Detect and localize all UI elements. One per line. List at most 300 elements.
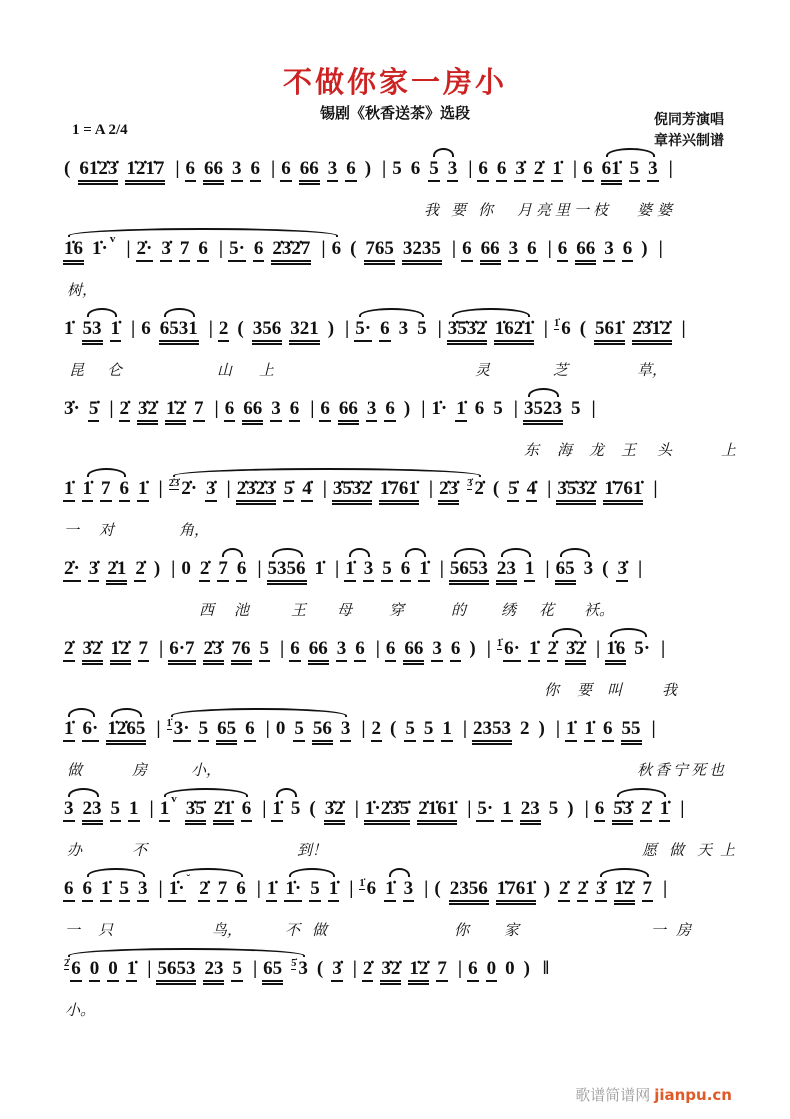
note-token: 2̇1̇61̇ bbox=[418, 798, 457, 819]
barline: | bbox=[147, 958, 152, 979]
note-group bbox=[260, 786, 272, 820]
note-token: 6 bbox=[385, 398, 395, 419]
lyric-word: 房 bbox=[132, 763, 148, 779]
note-token: 5· bbox=[355, 318, 372, 339]
barline: | bbox=[653, 478, 658, 499]
note-token: 6 bbox=[245, 718, 255, 739]
note-group bbox=[571, 386, 602, 420]
note-token: 1̇2̇65 bbox=[107, 718, 146, 739]
barline: | bbox=[252, 958, 258, 979]
note-token: 1̇ bbox=[126, 958, 137, 979]
lyric-word: 一只 bbox=[65, 923, 132, 939]
lyric-word: 不 bbox=[132, 843, 148, 859]
barline: | bbox=[321, 238, 326, 259]
grace-note: 3̇ bbox=[467, 478, 473, 489]
note-token: 1̇ bbox=[659, 798, 670, 819]
note-token: 1̇ bbox=[64, 718, 74, 739]
music-row bbox=[64, 946, 764, 998]
note-token: 2̇3̇1̇2̇ bbox=[632, 318, 671, 339]
note-group bbox=[436, 306, 448, 340]
note-token: 0 bbox=[89, 958, 100, 979]
lyrics-row bbox=[64, 519, 764, 539]
lyric-word: 我要你 bbox=[424, 203, 506, 219]
note-group bbox=[315, 546, 346, 580]
slur-group bbox=[167, 706, 360, 740]
barline: | bbox=[462, 718, 468, 739]
slur-group bbox=[64, 706, 107, 740]
slur-group bbox=[385, 866, 422, 900]
barline: | bbox=[555, 718, 561, 739]
note-token: 5 bbox=[382, 558, 392, 579]
barline: | bbox=[171, 558, 176, 579]
note-group bbox=[64, 146, 429, 180]
note-token: 0 bbox=[181, 558, 191, 579]
note-token: 6 bbox=[320, 398, 330, 419]
note-token: 6·7 bbox=[169, 638, 195, 659]
note-token: 2 bbox=[218, 318, 229, 339]
note-token: 4̇ bbox=[302, 478, 312, 499]
note-group bbox=[154, 706, 166, 740]
note-token: 3 bbox=[327, 158, 338, 179]
note-token: ( bbox=[64, 158, 71, 179]
lyric-word: 母 bbox=[337, 603, 353, 619]
note-token: 2356 bbox=[449, 878, 488, 899]
lyrics-row bbox=[64, 919, 764, 939]
note-token: 6 bbox=[468, 958, 478, 979]
score-line bbox=[64, 386, 764, 466]
note-token: 3̇2̇ bbox=[324, 798, 344, 819]
note-token: 6 bbox=[331, 238, 342, 259]
note-token: 5 bbox=[423, 718, 434, 739]
note-token: $^{1̇}$ 6 bbox=[553, 318, 571, 339]
note-token: 3̇· bbox=[64, 398, 80, 419]
lyric-word: 东 bbox=[524, 443, 540, 459]
lyric-word: 叫 bbox=[607, 683, 623, 699]
watermark-site-link[interactable]: jianpu.cn bbox=[654, 1086, 732, 1104]
note-token: 66 bbox=[243, 398, 263, 419]
note-group bbox=[64, 386, 524, 420]
note-token: 3 bbox=[508, 238, 519, 259]
barline: | bbox=[156, 718, 161, 739]
barline: | bbox=[271, 158, 276, 179]
score-line bbox=[64, 466, 764, 546]
slur-group bbox=[613, 786, 678, 820]
note-group bbox=[594, 626, 606, 660]
barline: | bbox=[126, 238, 131, 259]
lyric-word: 绣 bbox=[501, 603, 517, 619]
music-row bbox=[64, 706, 764, 758]
note-token: 3 bbox=[271, 398, 281, 419]
note-token: 3̇ bbox=[88, 558, 99, 579]
note-token: 2̇ bbox=[64, 638, 74, 659]
note-token: 2 bbox=[520, 718, 530, 739]
slur-group bbox=[83, 866, 157, 900]
lyric-word: 山 bbox=[217, 363, 233, 379]
note-token: ( bbox=[579, 318, 587, 339]
barline: | bbox=[375, 638, 380, 659]
note-token: 1 bbox=[129, 798, 139, 819]
barline: | bbox=[486, 638, 491, 659]
note-group bbox=[542, 306, 692, 340]
lyric-word: 天上 bbox=[697, 843, 744, 859]
note-token: $^{2̇}$ 6 bbox=[64, 958, 81, 979]
note-token: 1̇ bbox=[529, 638, 539, 659]
note-token: 3 bbox=[604, 238, 614, 259]
note-token: 1̇· bbox=[431, 398, 448, 419]
note-token: 7 bbox=[179, 238, 190, 259]
lyric-word: 小。 bbox=[65, 1003, 96, 1019]
note-token: 5 bbox=[405, 718, 415, 739]
note-token: ) bbox=[153, 558, 161, 579]
lyric-word: 灵 bbox=[475, 363, 491, 379]
note-token: 1̇· bbox=[285, 878, 302, 899]
note-token: 3523 bbox=[523, 398, 562, 419]
lyric-word: 到！ bbox=[297, 843, 328, 859]
barline: | bbox=[668, 158, 673, 179]
note-token: 321 bbox=[290, 318, 319, 339]
note-token: 76 bbox=[231, 638, 251, 659]
lyric-word: 池 bbox=[234, 603, 250, 619]
slur-group bbox=[83, 466, 139, 500]
note-token: 6 bbox=[474, 398, 485, 419]
note-token: 6 bbox=[290, 638, 300, 659]
note-token: 6 bbox=[346, 158, 356, 179]
note-token: ) bbox=[538, 718, 545, 739]
note-token: 1̇ bbox=[138, 478, 148, 499]
barline: | bbox=[218, 238, 224, 259]
breath-mark: v bbox=[109, 233, 116, 245]
note-token: 2̇1 bbox=[107, 558, 127, 579]
slur-group bbox=[606, 626, 659, 660]
barline: | bbox=[658, 238, 663, 259]
note-token: 2̇3̇2̇3̇ bbox=[236, 478, 275, 499]
note-token: 6 bbox=[385, 638, 396, 659]
lyric-word: 上 bbox=[721, 443, 737, 459]
note-token: 5 bbox=[290, 798, 301, 819]
note-token: 3̇5̇3̇2̇ bbox=[447, 318, 486, 339]
barline: | bbox=[547, 478, 552, 499]
music-row bbox=[64, 626, 764, 678]
note-token: ) bbox=[327, 318, 335, 339]
note-token: 6 bbox=[119, 478, 129, 499]
note-token: 3̇5̇3̇2̇ bbox=[557, 478, 596, 499]
final-barline: ‖ bbox=[542, 958, 548, 979]
note-token: 1̇ bbox=[566, 718, 576, 739]
note-token: 5· bbox=[229, 238, 245, 259]
lyrics-row bbox=[64, 359, 764, 379]
note-token: 1̇· ˘ bbox=[168, 873, 191, 899]
note-token: 3 bbox=[648, 158, 658, 179]
breath-mark: v bbox=[171, 793, 177, 805]
note-token: 2̇ bbox=[559, 878, 569, 899]
slur-group bbox=[160, 306, 207, 340]
note-group bbox=[207, 306, 356, 340]
note-token: 23 bbox=[496, 558, 516, 579]
barline: | bbox=[361, 718, 366, 739]
note-token: 561̇ bbox=[595, 318, 624, 339]
lyric-word: 对 bbox=[99, 523, 115, 539]
lyric-word: 芝 bbox=[553, 363, 569, 379]
note-token: 1 $^v$ bbox=[159, 793, 177, 819]
barline: | bbox=[131, 318, 136, 339]
slur-group bbox=[268, 546, 315, 580]
barline: | bbox=[175, 158, 180, 179]
note-token: ( bbox=[390, 718, 397, 739]
note-token: 3 bbox=[64, 798, 74, 819]
note-token: 5̇ bbox=[283, 478, 294, 499]
note-token: 3235 bbox=[402, 238, 441, 259]
note-token: 1̇2̇ bbox=[110, 638, 130, 659]
note-group bbox=[422, 866, 596, 900]
note-token: 5̇ bbox=[508, 478, 518, 499]
note-token: 1̇ bbox=[266, 878, 277, 899]
barline: | bbox=[543, 318, 548, 339]
barline: | bbox=[310, 398, 315, 419]
note-token: 2353 bbox=[473, 718, 512, 739]
performer-credit: 倪同芳演唱 bbox=[654, 112, 724, 128]
note-token: $^{2̇3̇}$ 2̇· bbox=[168, 478, 198, 499]
lyric-word: 你 bbox=[454, 923, 470, 939]
note-token: 3̇5̇3̇2̇ bbox=[332, 478, 371, 499]
note-token: 3̇ bbox=[596, 878, 606, 899]
note-token: 6· bbox=[82, 718, 99, 739]
lyric-word: 做 bbox=[67, 763, 83, 779]
note-token: 3̇2̇ bbox=[82, 638, 102, 659]
note-group bbox=[138, 466, 169, 500]
barline: | bbox=[591, 398, 596, 419]
note-token: 1̇2̇ bbox=[409, 958, 429, 979]
lyric-word: 花 bbox=[539, 603, 555, 619]
lyrics-row bbox=[64, 279, 764, 299]
note-token: 5653 bbox=[157, 958, 196, 979]
note-group bbox=[667, 146, 679, 180]
note-group bbox=[309, 786, 613, 820]
barline: | bbox=[428, 478, 434, 499]
note-token: 2̇ bbox=[533, 158, 544, 179]
note-token: 1̇6 bbox=[64, 238, 83, 259]
note-token: ( bbox=[350, 238, 357, 259]
score bbox=[64, 146, 764, 1026]
note-token: 1 bbox=[502, 798, 512, 819]
note-token: 3̇ bbox=[161, 238, 171, 259]
barline: | bbox=[256, 878, 261, 899]
note-token: 7 bbox=[194, 398, 204, 419]
note-token: 3 bbox=[447, 158, 458, 179]
barline: | bbox=[208, 318, 213, 339]
note-token: 6 bbox=[603, 718, 613, 739]
note-token: 1̇ bbox=[101, 878, 111, 899]
lyrics-row bbox=[64, 199, 764, 219]
note-token: 1̇ bbox=[64, 318, 74, 339]
note-group bbox=[382, 546, 401, 580]
note-token: 1̇761̇ bbox=[379, 478, 418, 499]
note-token: 66 bbox=[480, 238, 500, 259]
lyric-word: 鸟， bbox=[212, 923, 243, 939]
breath-mark: ˘ bbox=[186, 873, 191, 885]
watermark-site-name: 歌谱简谱网 bbox=[575, 1086, 651, 1104]
barline: | bbox=[437, 318, 442, 339]
note-token: 2̇ bbox=[119, 398, 130, 419]
note-token: 6 bbox=[462, 238, 472, 259]
lyrics-row bbox=[64, 599, 764, 619]
barline: | bbox=[382, 158, 387, 179]
barline: | bbox=[545, 558, 550, 579]
note-token: 23 bbox=[520, 798, 540, 819]
note-token: 7 bbox=[218, 558, 228, 579]
slur-group bbox=[450, 546, 497, 580]
note-token: 6 bbox=[355, 638, 365, 659]
note-token: 5 bbox=[548, 798, 559, 819]
slur-group bbox=[401, 546, 438, 580]
note-token: 6 bbox=[496, 158, 507, 179]
note-token: 5 bbox=[110, 798, 120, 819]
note-token: ( bbox=[492, 478, 500, 499]
note-token: ) bbox=[403, 398, 411, 419]
note-token: 1̇2̇ bbox=[166, 398, 186, 419]
music-row bbox=[64, 466, 764, 518]
grace-note: 1̇ bbox=[553, 318, 560, 329]
music-row bbox=[64, 546, 764, 598]
music-row bbox=[64, 226, 764, 278]
note-token: 3 bbox=[232, 158, 242, 179]
lyric-word: 的 bbox=[451, 603, 467, 619]
note-token: ( bbox=[237, 318, 244, 339]
grace-note: 5̇ bbox=[291, 958, 297, 969]
note-token: 5356 bbox=[267, 558, 306, 579]
note-token: ( bbox=[602, 558, 609, 579]
note-token: 53 bbox=[82, 318, 102, 339]
score-line bbox=[64, 226, 764, 306]
note-token: ) bbox=[641, 238, 648, 259]
note-token: 5· bbox=[477, 798, 494, 819]
score-line bbox=[64, 866, 764, 946]
note-token: 66 bbox=[338, 398, 358, 419]
note-group bbox=[350, 226, 669, 260]
note-token: 6 bbox=[450, 638, 461, 659]
note-token: 3̇ bbox=[332, 958, 342, 979]
grace-note: 2̇3̇ bbox=[168, 478, 180, 489]
music-row bbox=[64, 146, 764, 198]
note-token: 6 bbox=[141, 318, 151, 339]
note-token: 2̇ bbox=[199, 878, 209, 899]
note-token: 5 bbox=[493, 398, 503, 419]
slur-group bbox=[64, 946, 317, 980]
score-line bbox=[64, 546, 764, 626]
barline: | bbox=[158, 878, 163, 899]
music-row bbox=[64, 866, 764, 918]
note-token: ( bbox=[309, 798, 316, 819]
lyric-word: 一 bbox=[64, 523, 80, 539]
barline: | bbox=[335, 558, 340, 579]
note-token: 66 bbox=[204, 158, 224, 179]
note-token: 5 bbox=[198, 718, 209, 739]
note-token: 3̇ bbox=[515, 158, 525, 179]
barline: | bbox=[651, 718, 656, 739]
note-token: 55 bbox=[621, 718, 641, 739]
note-token: 6 bbox=[64, 878, 74, 899]
note-token: 7 bbox=[437, 958, 447, 979]
slur-group bbox=[169, 866, 255, 900]
note-token: 1̇ bbox=[64, 478, 74, 499]
note-token: 23 bbox=[82, 798, 102, 819]
note-token: 5 bbox=[259, 638, 270, 659]
note-token: 3 bbox=[403, 878, 414, 899]
note-token: 0 bbox=[275, 718, 286, 739]
grace-note: 1̇ bbox=[166, 718, 172, 729]
note-token: 2̇3̇ bbox=[203, 638, 223, 659]
note-token: $^{1̇}$ 6 bbox=[359, 878, 377, 899]
barline: | bbox=[680, 798, 685, 819]
lyric-word: 海 bbox=[557, 443, 573, 459]
note-token: 6 bbox=[198, 238, 208, 259]
note-token: $^{3̇}$ 2̇ bbox=[467, 478, 484, 499]
note-token: 1̇ bbox=[328, 878, 339, 899]
note-group bbox=[255, 546, 267, 580]
note-token: 6 bbox=[557, 238, 568, 259]
note-token: 6 bbox=[224, 398, 235, 419]
slur-group bbox=[524, 386, 571, 420]
score-line bbox=[64, 786, 764, 866]
slur-group bbox=[345, 546, 382, 580]
note-token: 5 bbox=[310, 878, 320, 899]
note-token: 2̇3̇ bbox=[439, 478, 459, 499]
lyrics-row bbox=[64, 439, 764, 459]
barline: | bbox=[637, 558, 643, 579]
barline: | bbox=[354, 798, 359, 819]
barline: | bbox=[681, 318, 686, 339]
note-token: 6531 bbox=[159, 318, 198, 339]
note-group bbox=[129, 306, 160, 340]
barline: | bbox=[424, 878, 429, 899]
music-row bbox=[64, 786, 764, 838]
note-token: 3 bbox=[432, 638, 442, 659]
barline: | bbox=[663, 878, 668, 899]
barline: | bbox=[584, 798, 589, 819]
note-group bbox=[602, 546, 648, 580]
note-token: 65 bbox=[263, 958, 283, 979]
note-token: 5 bbox=[570, 398, 581, 419]
lyric-word: 草， bbox=[637, 363, 668, 379]
note-token: 6 bbox=[241, 798, 252, 819]
note-token: 1̇· $^v$ bbox=[92, 233, 116, 259]
lyric-word: 仑 bbox=[107, 363, 123, 379]
note-token: 6 bbox=[250, 158, 261, 179]
note-token: 6 bbox=[478, 158, 488, 179]
note-token: 5 bbox=[629, 158, 640, 179]
note-token: 6 bbox=[622, 238, 633, 259]
slur-group bbox=[497, 546, 544, 580]
note-token: 3 bbox=[340, 718, 351, 739]
slur-group bbox=[285, 866, 347, 900]
note-group bbox=[64, 546, 218, 580]
note-token: 3̇2̇ bbox=[138, 398, 158, 419]
note-token: 1̇62̇1̇ bbox=[494, 318, 533, 339]
slur-group bbox=[64, 226, 350, 260]
note-token: 23 bbox=[204, 958, 224, 979]
slur-group bbox=[83, 306, 130, 340]
barline: | bbox=[149, 798, 154, 819]
note-token: 1̇6 bbox=[606, 638, 626, 659]
lyrics-row bbox=[64, 839, 764, 859]
lyric-word: 袄。 bbox=[584, 603, 615, 619]
note-token: 2̇ bbox=[641, 798, 651, 819]
barline: | bbox=[159, 638, 164, 659]
note-token: 7 bbox=[101, 478, 111, 499]
note-token: ) bbox=[567, 798, 574, 819]
grace-note: 1̇ bbox=[359, 878, 365, 889]
slur-group bbox=[160, 786, 261, 820]
note-group bbox=[64, 626, 548, 660]
